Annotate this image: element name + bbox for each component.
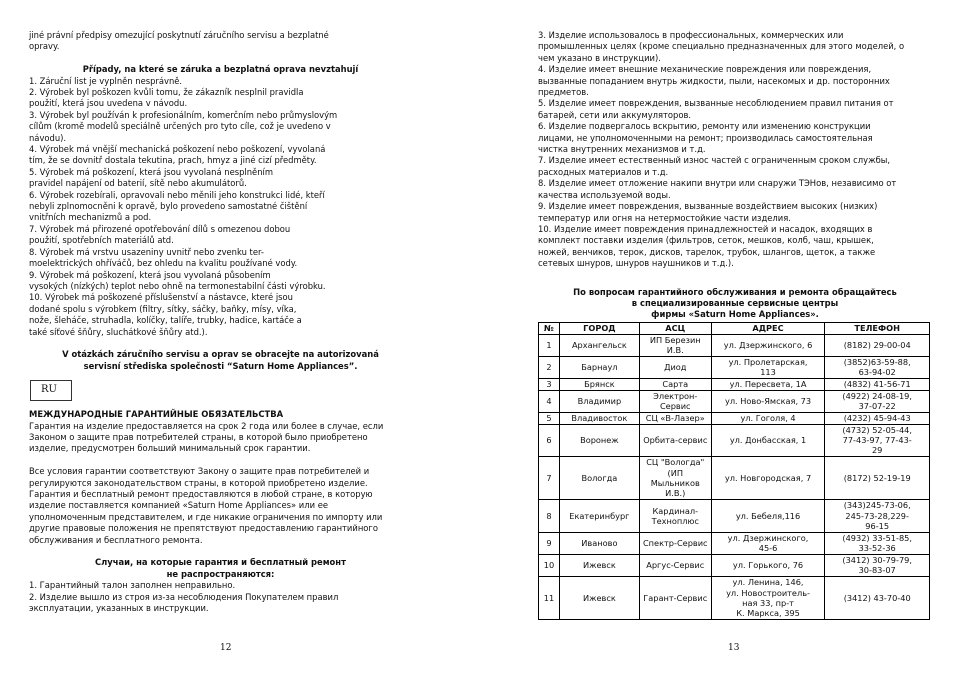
list-line: 1. Záruční list je vyplněn nesprávně.: [29, 75, 183, 86]
language-badge-ru: RU: [30, 380, 72, 401]
list-line: použití, která jsou uvedena v návodu.: [29, 98, 188, 109]
ru-exclusions-list-continued: [538, 30, 932, 270]
cell-service-center-line: Мыльников: [650, 477, 700, 488]
cell-service-center-line: И.В.): [665, 487, 686, 498]
cell-phone: [825, 356, 930, 378]
cell-service-center-line: СЦ «В-Лазер»: [645, 413, 705, 424]
cell-number: 6: [539, 424, 560, 456]
list-line: 10. Изделие имеет повреждения принадлежностей и насадок, входящих в: [538, 223, 873, 234]
page-number-left: 12: [220, 643, 232, 653]
table-row: [539, 576, 930, 619]
cell-service-center: [639, 554, 711, 576]
cell-city: Ижевск: [559, 554, 639, 576]
table-row: [539, 378, 930, 390]
list-line: эксплуатации, указанных в инструкции.: [29, 603, 209, 614]
cell-number: 11: [539, 576, 560, 619]
cell-address-line: ул. Ленина, 146,: [732, 577, 804, 588]
cell-phone: [825, 532, 930, 554]
cell-city: Барнаул: [559, 356, 639, 378]
list-line: 6. Изделие подвергалось вскрытию, ремонту или изменению конструкции: [538, 121, 871, 132]
list-line: расходных материалов и т.д.: [538, 166, 669, 177]
cell-address-line: ул. Ново-Ямская, 73: [724, 396, 812, 407]
cell-number: 3: [539, 378, 560, 390]
table-row: [539, 334, 930, 356]
cell-number: 9: [539, 532, 560, 554]
cell-service-center: [639, 378, 711, 390]
cell-service-center-line: Сарта: [662, 379, 689, 390]
cell-address-line: ул. Донбасская, 1: [729, 435, 807, 446]
cell-phone-line: (4232) 45-94-43: [843, 413, 911, 424]
list-line: качества используемой воды.: [538, 189, 671, 200]
list-line: температур или огня на нетермостойкие части изделия.: [538, 212, 791, 223]
list-line: 8. Изделие имеет отложение накипи внутри или снаружи ТЭНов, независимо от: [538, 178, 897, 189]
cell-service-center: [639, 532, 711, 554]
list-line: 9. Изделие имеет повреждения, вызванные воздействием высоких (низких): [538, 201, 878, 212]
cell-phone-line: (3412) 30-79-79,: [842, 555, 912, 566]
cell-service-center: [639, 456, 711, 499]
table-row: [539, 390, 930, 412]
cell-service-center: [639, 424, 711, 456]
cell-phone-line: (4732) 52-05-44,: [842, 424, 912, 435]
list-line: dodané spolu s výrobkem (filtry, sítky, sáčky, baňky, mísy, víka,: [29, 303, 297, 314]
list-line: комплект поставки изделия (фильтров, сеток, мешков, колб, чаш, крышек,: [538, 235, 874, 246]
cell-address: [711, 390, 825, 412]
list-line: 4. Výrobek má vnější mechanická poškození nebo poškození, vyvolaná: [29, 144, 326, 155]
cell-address: [711, 532, 825, 554]
cell-phone-line: 245-73-28,229-: [845, 510, 909, 521]
left-page: [29, 30, 412, 614]
cell-phone-line: 96-15: [865, 520, 890, 531]
cell-service-center-line: И.В.: [666, 345, 684, 356]
table-header-row: [539, 322, 930, 334]
cell-address: [711, 576, 825, 619]
cell-phone-line: 30-83-07: [858, 565, 896, 576]
list-line: 5. Výrobek má poškození, která jsou vyvolaná nesplněním: [29, 166, 273, 177]
cell-city: Вологда: [559, 456, 639, 499]
cell-city: Владимир: [559, 390, 639, 412]
cell-phone-line: (4832) 41-56-71: [843, 379, 911, 390]
cell-service-center-line: Орбита-сервис: [643, 435, 708, 446]
cell-address-line: ул. Пересвета, 1А: [729, 379, 807, 390]
cell-service-center-line: (ИП: [667, 467, 683, 478]
cell-phone: [825, 390, 930, 412]
service-centers-heading: По вопросам гарантийного обслуживания и ремонта обращайтесь в специализированные сервисные центры фирмы «Saturn Home Appliances».: [573, 286, 897, 320]
cell-number: 5: [539, 412, 560, 424]
list-line: také síťové šňůry, sluchátkové šňůry atd.).: [29, 326, 208, 337]
right-page: [538, 30, 932, 620]
list-line: чистка внутренних механизмов и т.д.: [538, 144, 706, 155]
cell-city: Иваново: [559, 532, 639, 554]
cell-address-line: ул. Новгородская, 7: [724, 472, 812, 483]
cell-phone: [825, 334, 930, 356]
list-line: vnitřních mechanizmů a pod.: [29, 212, 152, 223]
cell-number: 4: [539, 390, 560, 412]
cell-phone-line: 37-07-22: [858, 401, 896, 412]
list-line: tím, že se dovnitř dostala tekutina, prach, hmyz a jiné cizí předměty.: [29, 155, 317, 166]
cell-service-center-line: Техноплюс: [651, 515, 699, 526]
ru-warranty-paragraph-1: Гарантия на изделие предоставляется на срок 2 года или более в случае, если Законом о защите прав потребителей страны, в которой было приобретено изделие, предусмотрен больший минимальный срок гарантии.: [29, 420, 384, 454]
list-line: сетевых шнуров, шнуров наушников и т.д.).: [538, 258, 734, 269]
cell-service-center-line: СЦ "Вологда": [646, 457, 705, 468]
cell-number: 7: [539, 456, 560, 499]
cell-phone-line: (3412) 43-70-40: [843, 592, 911, 603]
cell-service-center-line: Кардинал-: [652, 505, 699, 516]
cell-phone-line: (3852)63-59-88,: [843, 357, 911, 368]
cell-number: 10: [539, 554, 560, 576]
list-line: промышленных целях (кроме специально предназначенных для этого моделей, о: [538, 41, 905, 52]
ru-warranty-title: МЕЖДУНАРОДНЫЕ ГАРАНТИЙНЫЕ ОБЯЗАТЕЛЬСТВА: [29, 409, 284, 420]
list-line: 3. Изделие использовалось в профессиональных, коммерческих или: [538, 30, 844, 40]
cell-phone-line: 33-52-36: [858, 543, 896, 554]
table-row: [539, 456, 930, 499]
cell-phone: [825, 378, 930, 390]
list-line: ножей, венчиков, терок, дисков, тарелок, трубок, шлангов, щеток, а также: [538, 246, 876, 257]
cell-phone-line: 63-94-02: [858, 367, 896, 378]
list-line: вызванные попаданием внутрь жидкости, пыли, насекомых и др. посторонних: [538, 75, 890, 86]
cell-service-center: [639, 576, 711, 619]
cz-service-contact: V otázkách záručního servisu a oprav se obracejte na autorizovaná servisní střediska společnosti “Saturn Home Appliances”.: [62, 349, 379, 371]
cell-phone-line: 77-43-97, 77-43-: [842, 435, 912, 446]
cell-phone-line: (8182) 29-00-04: [843, 340, 911, 351]
cell-address: [711, 412, 825, 424]
cell-service-center: [639, 334, 711, 356]
cell-address-line: ул. Дзержинского,: [727, 533, 809, 544]
list-line: 3. Výrobek byl používán k profesionálním, komerčním nebo průmyslovým: [29, 109, 338, 120]
column-header-service-center: АСЦ: [639, 322, 711, 334]
cell-city: Владивосток: [559, 412, 639, 424]
cell-address: [711, 456, 825, 499]
cell-number: 8: [539, 499, 560, 532]
table-row: [539, 424, 930, 456]
cell-phone: [825, 499, 930, 532]
cz-exclusions-list: [29, 76, 412, 338]
cell-address-line: ная 33, пр-т: [742, 597, 794, 608]
table-row: [539, 554, 930, 576]
cell-service-center: [639, 412, 711, 424]
cell-phone-line: 29: [871, 445, 883, 456]
cell-address-line: ул. Пролетарская,: [728, 357, 808, 368]
cell-city: Брянск: [559, 378, 639, 390]
list-line: vysokých (nízkých) teplot nebo ohně na termonestabilní části výrobku.: [29, 280, 326, 291]
cell-number: 1: [539, 334, 560, 356]
cell-phone: [825, 412, 930, 424]
cell-city: Ижевск: [559, 576, 639, 619]
cell-city: Воронеж: [559, 424, 639, 456]
list-line: 7. Výrobek má přirozené opotřebování dílů s omezenou dobou: [29, 223, 291, 234]
list-line: лицами, не уполномоченными на ремонт; производилась самостоятельная: [538, 132, 873, 143]
cell-service-center-line: Аргус-Сервис: [646, 560, 705, 571]
list-line: 10. Výrobek má poškozené příslušenství a nástavce, které jsou: [29, 292, 293, 303]
table-row: [539, 412, 930, 424]
cell-number: 2: [539, 356, 560, 378]
ru-warranty-paragraph-2: Все условия гарантии соответствуют Закону о защите прав потребителей и регулируются законодательством страны, в которой приобретено изделие. Гарантия и бесплатный ремонт предоставляются в любой стране, в которую изделие поставляется компанией «Saturn Home Appliances» или ее уполномоченным представителем, и где никакие ограничения по импорту или другие правовые положения не препятствуют предоставлению гарантийного обслуживания и бесплатного ремонта.: [29, 466, 383, 545]
list-line: чем указано в инструкции).: [538, 52, 661, 63]
cell-address-line: ул. Бебеля,116: [735, 510, 801, 521]
cell-city: Екатеринбург: [559, 499, 639, 532]
list-line: nebyli zplnomocněni k opravě, bylo provedeno samostatné čištění: [29, 201, 308, 212]
cell-service-center-line: Гарант-Сервис: [643, 592, 708, 603]
list-line: 1. Гарантийный талон заполнен неправильно.: [29, 580, 236, 591]
cell-service-center: [639, 390, 711, 412]
list-line: 5. Изделие имеет повреждения, вызванные несоблюдением правил питания от: [538, 98, 894, 109]
column-header-city: ГОРОД: [559, 322, 639, 334]
cell-address: [711, 334, 825, 356]
cell-phone: [825, 554, 930, 576]
cell-address-line: ул. Горького, 76: [732, 560, 804, 571]
cell-address: [711, 499, 825, 532]
page-number-right: 13: [728, 643, 740, 653]
list-line: 4. Изделие имеет внешние механические повреждения или повреждения,: [538, 64, 872, 75]
cell-address-line: 113: [760, 367, 776, 378]
cell-service-center-line: Электрон-: [653, 391, 698, 402]
list-line: 6. Výrobek rozebírali, opravovali nebo měnili jeho konstrukci lidé, kteří: [29, 189, 325, 200]
intro-text: jiné právní předpisy omezující poskytnutí záručního servisu a bezplatné opravy.: [29, 30, 329, 52]
list-line: použití, spotřebních materiálů atd.: [29, 235, 174, 246]
service-centers-table: [538, 322, 930, 620]
cell-phone-line: (8172) 52-19-19: [843, 472, 911, 483]
cell-address: [711, 356, 825, 378]
table-row: [539, 499, 930, 532]
list-line: nože, šleháče, struhadla, kolíčky, talíře, trubky, hadice, kartáče a: [29, 315, 302, 326]
cell-address: [711, 378, 825, 390]
ru-exclusions-list: [29, 580, 412, 614]
cell-phone-line: (4922) 24-08-19,: [842, 391, 912, 402]
cell-phone: [825, 456, 930, 499]
table-row: [539, 356, 930, 378]
list-line: cílům (kromě modelů speciálně určených pro tyto cíle, což je uvedeno v: [29, 121, 331, 132]
list-line: moelektrických ohříváčů, bez ohledu na kvalitu používané vody.: [29, 258, 298, 269]
cell-service-center-line: Диод: [664, 362, 687, 373]
cell-address: [711, 424, 825, 456]
cell-service-center: [639, 499, 711, 532]
cell-service-center: [639, 356, 711, 378]
list-line: предметов.: [538, 87, 589, 98]
cell-service-center-line: Спектр-Сервис: [642, 538, 708, 549]
cell-phone: [825, 576, 930, 619]
cell-phone-line: (4932) 33-51-85,: [842, 533, 912, 544]
cell-phone: [825, 424, 930, 456]
cz-exclusions-heading: Případy, na které se záruka a bezplatná oprava nevztahují: [82, 64, 359, 75]
list-line: 7. Изделие имеет естественный износ частей с ограниченным сроком службы,: [538, 155, 891, 166]
column-header-address: АДРЕС: [711, 322, 825, 334]
cell-address-line: ул. Новостроитель-: [726, 587, 810, 598]
list-line: 2. Изделие вышло из строя из-за несоблюдения Покупателем правил: [29, 591, 339, 602]
cell-service-center-line: Сервис: [659, 401, 691, 412]
cell-address-line: ул. Гоголя, 4: [740, 413, 796, 424]
cell-city: Архангельск: [559, 334, 639, 356]
table-row: [539, 532, 930, 554]
column-header-number: №: [539, 322, 560, 334]
list-line: батарей, сети или аккумуляторов.: [538, 109, 692, 120]
cell-address-line: ул. Дзержинского, 6: [723, 340, 813, 351]
list-line: pravidel napájení od baterií, sítě nebo akumulátorů.: [29, 178, 247, 189]
list-line: 8. Výrobek má vrstvu usazeniny uvnitř nebo zvenku ter-: [29, 246, 264, 257]
cell-address-line: К. Маркса, 395: [736, 607, 800, 618]
list-line: návodu).: [29, 132, 67, 143]
cell-address: [711, 554, 825, 576]
cell-address-line: 45-6: [758, 543, 778, 554]
list-line: 2. Výrobek byl poškozen kvůli tomu, že zákazník nesplnil pravidla: [29, 87, 304, 98]
ru-exclusions-heading: Случаи, на которые гарантия и бесплатный ремонт не распространяются:: [95, 557, 346, 579]
column-header-phone: ТЕЛЕФОН: [825, 322, 930, 334]
table-body: [539, 334, 930, 619]
list-line: 9. Výrobek má poškození, která jsou vyvolaná působením: [29, 269, 271, 280]
cell-service-center-line: ИП Березин: [649, 335, 701, 346]
cell-phone-line: (343)245-73-06,: [843, 500, 911, 511]
